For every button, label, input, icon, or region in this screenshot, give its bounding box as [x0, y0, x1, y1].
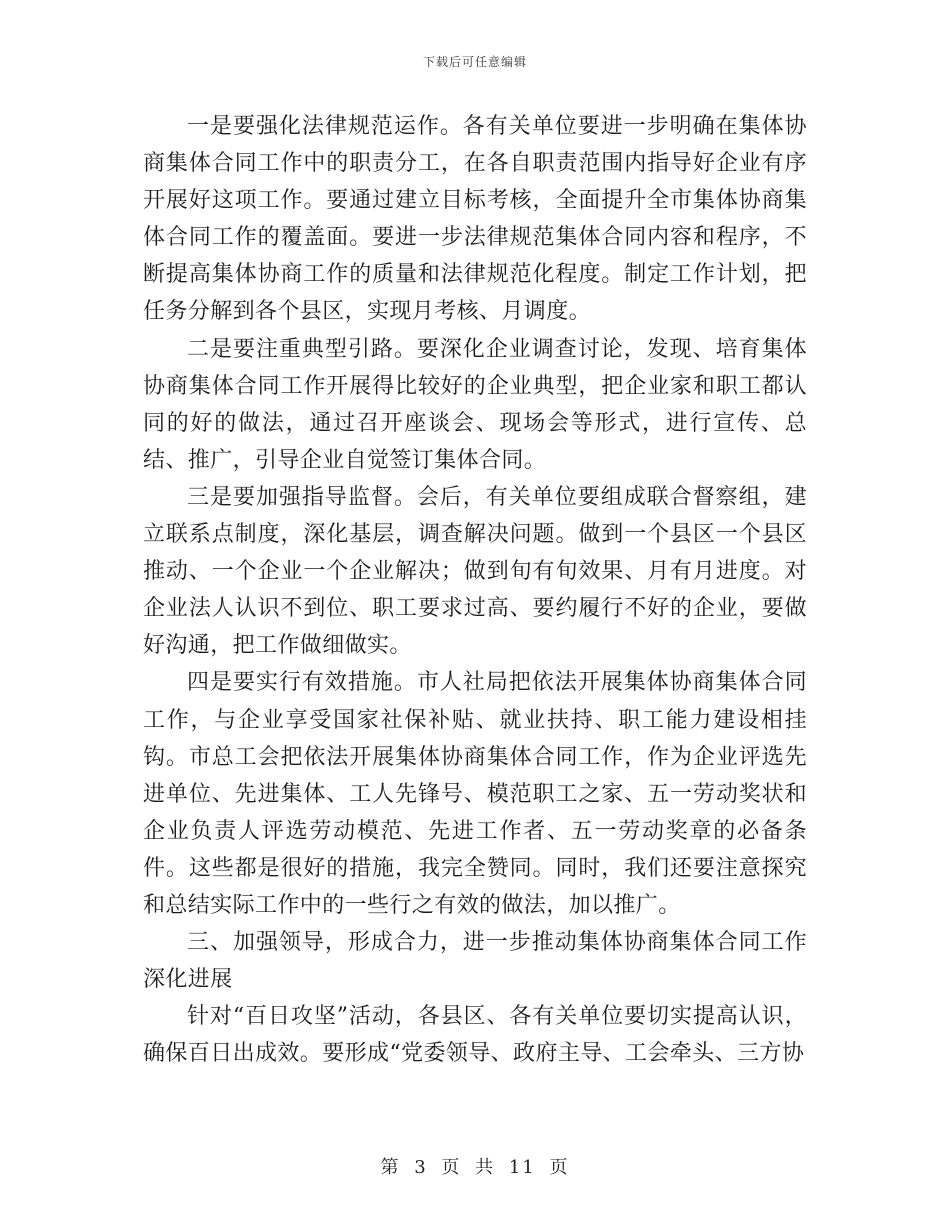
paragraph-2: 二是要注重典型引路。要深化企业调查讨论，发现、培育集体协商集体合同工作开展得比较好的企业典型，把企业家和职工都认同的好的做法，通过召开座谈会、现场会等形式，进行宣传、总结、推广，引导企业自觉签订集体合同。 — [143, 336, 807, 473]
document-body — [143, 108, 807, 1072]
paragraph-4: 四是要实行有效措施。市人社局把依法开展集体协商集体合同工作，与企业享受国家社保补贴、就业扶持、职工能力建设相挂钩。市总工会把依法开展集体协商集体合同工作，作为企业评选先进单位、先进集体、工人先锋号、模范职工之家、五一劳动奖状和企业负责人评选劳动模范、先进工作者、五一劳动奖章的必备条件。这些都是很好的措施，我完全赞同。同时，我们还要注意探究和总结实际工作中的一些行之有效的做法，加以推广。 — [143, 670, 807, 918]
page-header: 下载后可任意编辑 — [422, 55, 527, 69]
page-number: 第 3 页 共 11 页 — [380, 1157, 570, 1178]
paragraph-5: 针对“百日攻坚”活动，各县区、各有关单位要切实提高认识，确保百日出成效。要形成“党委领导、政府主导、工会牵头、三方协 — [143, 1004, 807, 1067]
section-heading-3: 三、加强领导，形成合力，进一步推动集体协商集体合同工作深化进展 — [143, 930, 807, 993]
paragraph-1: 一是要强化法律规范运作。各有关单位要进一步明确在集体协商集体合同工作中的职责分工，在各自职责范围内指导好企业有序开展好这项工作。要通过建立目标考核，全面提升全市集体协商集体合同工作的覆盖面。要进一步法律规范集体合同内容和程序，不断提高集体协商工作的质量和法律规范化程度。制定工作计划，把任务分解到各个县区，实现月考核、月调度。 — [143, 114, 807, 325]
paragraph-3: 三是要加强指导监督。会后，有关单位要组成联合督察组，建立联系点制度，深化基层，调查解决问题。做到一个县区一个县区推动、一个企业一个企业解决；做到旬有旬效果、月有月进度。对企业法人认识不到位、职工要求过高、要约履行不好的企业，要做好沟通，把工作做细做实。 — [143, 484, 807, 659]
